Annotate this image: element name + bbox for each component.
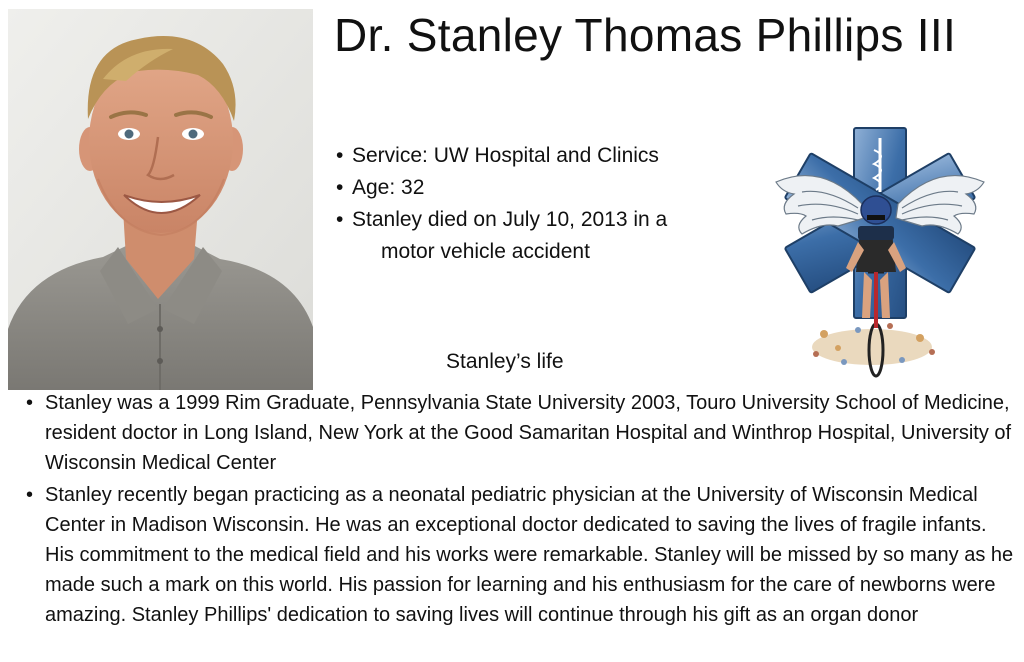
- fact-death: [336, 204, 667, 268]
- fact-age: • Age: 32: [336, 172, 667, 204]
- portrait-illustration: [8, 9, 313, 390]
- page-title: Dr. Stanley Thomas Phillips III: [334, 9, 957, 61]
- biography-item: • Stanley was a 1999 Rim Graduate, Pennsylvania State University 2003, Touro University School of Medicine, resident doctor in Long Island, New York at the Good Samaritan Hospital and Winthrop Hospital, University of Wisconsin Medical Center: [26, 388, 1016, 478]
- facts-list: [336, 140, 667, 268]
- fact-death-line1: Stanley died on July 10, 2013 in a: [352, 208, 668, 231]
- fact-service: • Service: UW Hospital and Clinics: [336, 140, 667, 172]
- fact-death-line2: motor vehicle accident: [381, 240, 590, 263]
- section-heading-life: Stanley’s life: [446, 350, 564, 373]
- portrait-photo: [8, 9, 313, 390]
- biography-list: [26, 388, 1016, 630]
- biography-item: • Stanley recently began practicing as a neonatal pediatric physician at the University of Wisconsin Medical Center in Madison Wisconsin. He was an exceptional doctor dedicated to saving the lives of fragile infants. His commitment to the medical field and his works were remarkable. Stanley will be missed by so many as he made such a mark on this world. His passion for learning and his enthusiasm for the care of newborns were amazing. Stanley Phillips' dedication to saving lives will continue through his gift as an organ donor: [26, 480, 1016, 630]
- star-of-life-emblem: [772, 122, 988, 380]
- winged-cyclist-illustration: [772, 122, 988, 380]
